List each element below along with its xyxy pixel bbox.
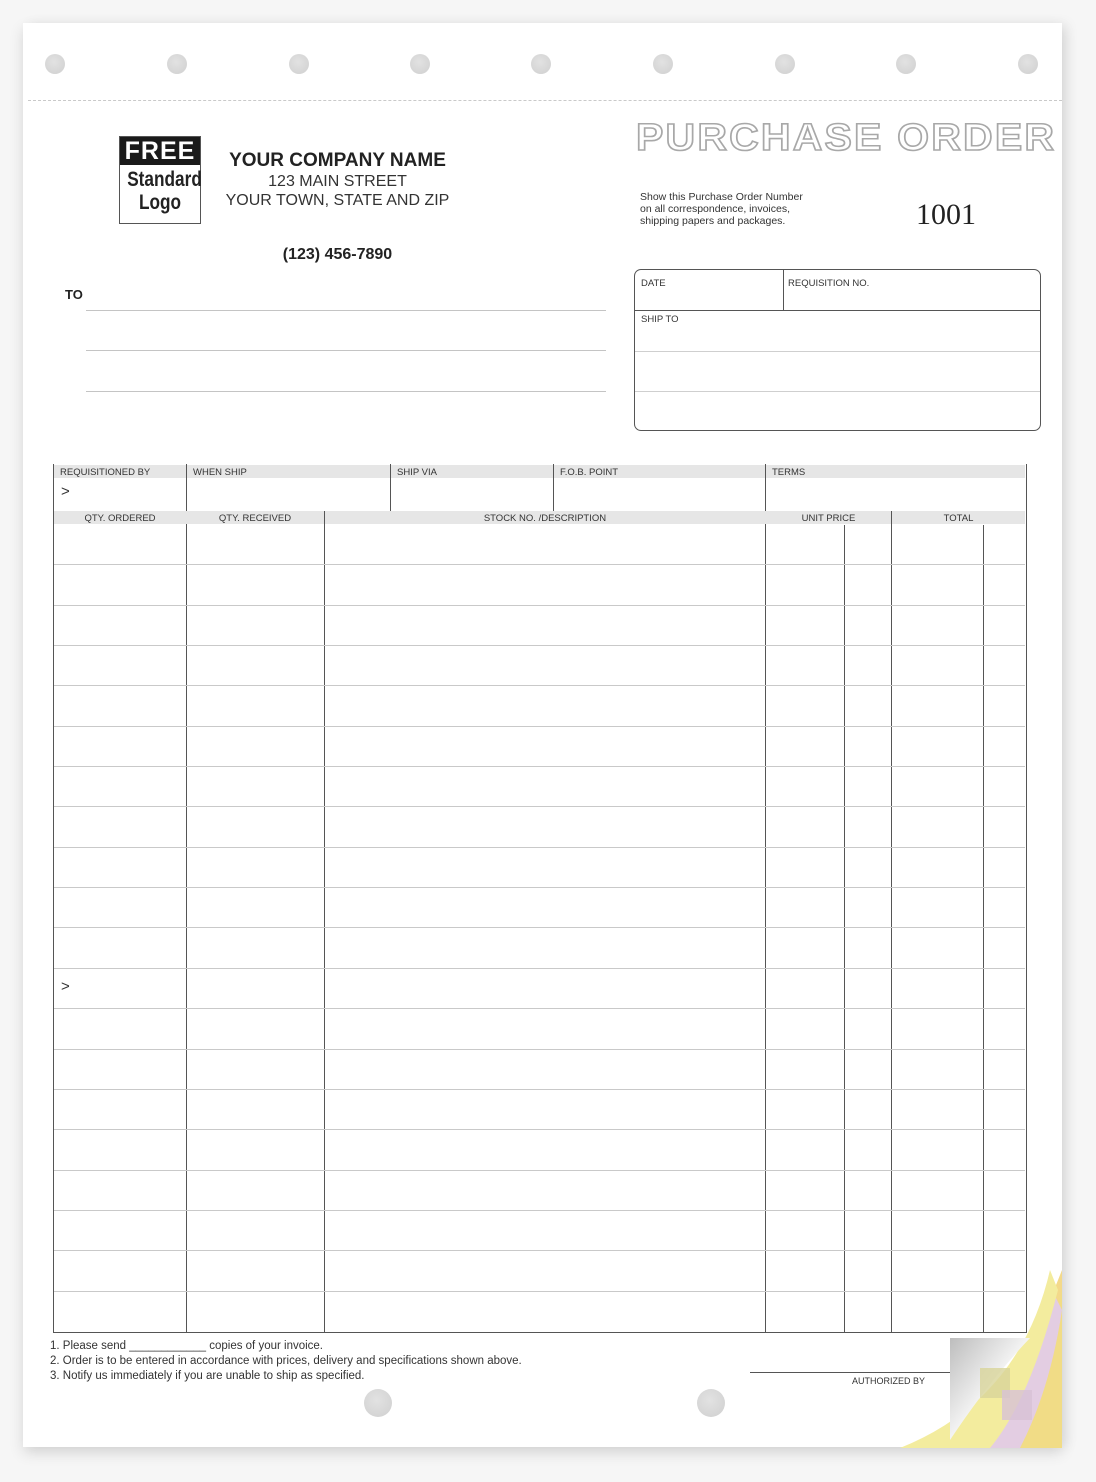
to-address-line-1[interactable] [86,310,606,311]
table-row [54,646,1025,686]
qty-received-cell[interactable] [187,848,324,888]
company-block [205,150,470,210]
unit-price-cents-cell[interactable] [845,1211,891,1251]
ship-info-box [634,269,1041,431]
total-cents-cell[interactable] [984,727,1025,767]
unit-price-dollars-cell[interactable] [766,929,844,969]
qty-ordered-cell[interactable] [54,525,186,565]
total-dollars-cell[interactable] [892,969,983,1009]
qty-ordered-cell[interactable] [54,1050,186,1090]
total-dollars-cell[interactable] [892,1009,983,1049]
total-cents-cell[interactable] [984,848,1025,888]
description-cell[interactable] [325,565,765,605]
punch-hole-icon [653,54,673,74]
total-dollars-cell[interactable] [892,767,983,807]
description-cell[interactable] [325,1130,765,1170]
unit-price-dollars-cell[interactable] [766,1211,844,1251]
qty-received-cell[interactable] [187,888,324,928]
unit-price-dollars-cell[interactable] [766,807,844,847]
table-row [54,767,1025,807]
divider [553,464,554,511]
table-row [54,969,1025,1009]
unit-price-cents-cell[interactable] [845,1090,891,1130]
unit-price-cents-cell[interactable] [845,727,891,767]
unit-price-dollars-cell[interactable] [766,565,844,605]
order-table [53,464,1027,1333]
unit-price-cents-cell[interactable] [845,969,891,1009]
qty-received-cell[interactable] [187,1009,324,1049]
qty-received-cell[interactable] [187,807,324,847]
col-header-description: STOCK NO. /DESCRIPTION [483,513,607,524]
total-cents-cell[interactable] [984,1009,1025,1049]
terms-list [50,1339,522,1384]
table-row [54,929,1025,969]
total-dollars-cell[interactable] [892,807,983,847]
total-dollars-cell[interactable] [892,606,983,646]
unit-price-cents-cell[interactable] [845,929,891,969]
unit-price-cents-cell[interactable] [845,686,891,726]
total-dollars-cell[interactable] [892,1050,983,1090]
table-row [54,727,1025,767]
total-dollars-cell[interactable] [892,646,983,686]
description-cell[interactable] [325,606,765,646]
ship-via-label: SHIP VIA [397,467,437,478]
table-row [54,1211,1025,1251]
punch-hole-icon [531,54,551,74]
unit-price-cents-cell[interactable] [845,646,891,686]
total-dollars-cell[interactable] [892,727,983,767]
unit-price-dollars-cell[interactable] [766,1292,844,1332]
total-cents-cell[interactable] [984,525,1025,565]
when-ship-label: WHEN SHIP [193,467,247,478]
table-row [54,848,1025,888]
qty-ordered-cell[interactable] [54,888,186,928]
terms-label: TERMS [772,467,806,478]
qty-received-cell[interactable] [187,929,324,969]
unit-price-dollars-cell[interactable] [766,686,844,726]
requisitioned-by-field[interactable] [54,478,186,510]
unit-price-cents-cell[interactable] [845,606,891,646]
qty-ordered-cell[interactable] [54,565,186,605]
qty-ordered-cell[interactable] [54,727,186,767]
description-cell[interactable] [325,807,765,847]
total-cents-cell[interactable] [984,888,1025,928]
unit-price-dollars-cell[interactable] [766,1130,844,1170]
qty-ordered-cell[interactable] [54,807,186,847]
table-row [54,1171,1025,1211]
qty-received-cell[interactable] [187,1090,324,1130]
total-cents-cell[interactable] [984,646,1025,686]
col-header-total: TOTAL [943,513,974,524]
table-row [54,1130,1025,1170]
qty-received-cell[interactable] [187,565,324,605]
qty-received-cell[interactable] [187,1211,324,1251]
description-cell[interactable] [325,727,765,767]
ship-to-rule [635,351,1040,352]
punch-hole-icon [1018,54,1038,74]
ship-to-field[interactable] [635,312,1040,430]
company-name: YOUR COMPANY NAME [229,150,446,171]
description-cell[interactable] [325,888,765,928]
qty-received-cell[interactable] [187,1171,324,1211]
unit-price-dollars-cell[interactable] [766,848,844,888]
term-item: 2. Order is to be entered in accordance with prices, delivery and specifications shown above. [50,1355,522,1367]
total-dollars-cell[interactable] [892,1130,983,1170]
col-header-qty-ordered: QTY. ORDERED [84,513,156,524]
total-cents-cell[interactable] [984,1090,1025,1130]
total-cents-cell[interactable] [984,565,1025,605]
logo-free-text: FREE [120,137,200,165]
table-row [54,807,1025,847]
ship-to-rule [635,391,1040,392]
qty-ordered-cell[interactable] [54,848,186,888]
table-row [54,565,1025,605]
qty-ordered-cell[interactable] [54,606,186,646]
total-dollars-cell[interactable] [892,525,983,565]
qty-received-cell[interactable] [187,686,324,726]
description-cell[interactable] [325,525,765,565]
qty-ordered-cell[interactable] [54,686,186,726]
total-cents-cell[interactable] [984,686,1025,726]
unit-price-dollars-cell[interactable] [766,1050,844,1090]
total-dollars-cell[interactable] [892,888,983,928]
punch-hole-icon [697,1389,725,1417]
table-row [54,1090,1025,1130]
unit-price-cents-cell[interactable] [845,565,891,605]
to-address-line-2[interactable] [86,350,606,351]
description-cell[interactable] [325,969,765,1009]
terms-field[interactable] [766,478,1024,510]
po-notice [640,191,830,227]
page-curl-copies-icon [880,1270,1062,1448]
qty-received-cell[interactable] [187,727,324,767]
col-header-unit-price: UNIT PRICE [801,513,856,524]
total-dollars-cell[interactable] [892,1090,983,1130]
total-dollars-cell[interactable] [892,1211,983,1251]
qty-received-cell[interactable] [187,525,324,565]
unit-price-cents-cell[interactable] [845,1050,891,1090]
total-dollars-cell[interactable] [892,686,983,726]
punch-hole-icon [289,54,309,74]
perforation-line [28,100,1062,101]
qty-received-cell[interactable] [187,1130,324,1170]
description-cell[interactable] [325,767,765,807]
to-address-line-3[interactable] [86,391,606,392]
unit-price-dollars-cell[interactable] [766,969,844,1009]
total-cents-cell[interactable] [984,807,1025,847]
ship-to-label: SHIP TO [641,314,679,325]
logo-placeholder [119,136,201,224]
unit-price-cents-cell[interactable] [845,888,891,928]
total-dollars-cell[interactable] [892,848,983,888]
unit-price-cents-cell[interactable] [845,807,891,847]
qty-ordered-cell[interactable] [54,969,186,1009]
qty-received-cell[interactable] [187,1251,324,1291]
total-cents-cell[interactable] [984,929,1025,969]
unit-price-dollars-cell[interactable] [766,767,844,807]
total-dollars-cell[interactable] [892,929,983,969]
company-phone: (123) 456-7890 [282,246,393,263]
po-notice-line: on all correspondence, invoices, [640,203,791,215]
marker-arrow-icon: > [61,978,70,995]
marker-arrow-icon: > [61,483,70,500]
fob-point-field[interactable] [554,478,765,510]
punch-hole-icon [167,54,187,74]
qty-ordered-cell[interactable] [54,929,186,969]
total-dollars-cell[interactable] [892,1171,983,1211]
col-header-qty-received: QTY. RECEIVED [218,513,292,524]
punch-hole-icon [896,54,916,74]
qty-received-cell[interactable] [187,767,324,807]
divider [783,270,784,310]
table-row [54,1009,1025,1049]
qty-ordered-cell[interactable] [54,1090,186,1130]
company-city: YOUR TOWN, STATE AND ZIP [225,192,450,209]
unit-price-dollars-cell[interactable] [766,727,844,767]
table-row [54,888,1025,928]
punch-hole-icon [775,54,795,74]
unit-price-dollars-cell[interactable] [766,1251,844,1291]
po-number: 1001 [916,198,976,231]
unit-price-dollars-cell[interactable] [766,606,844,646]
total-cents-cell[interactable] [984,1130,1025,1170]
qty-received-cell[interactable] [187,646,324,686]
unit-price-dollars-cell[interactable] [766,525,844,565]
unit-price-cents-cell[interactable] [845,1009,891,1049]
requisition-no-label: REQUISITION NO. [788,278,870,289]
punch-hole-icon [364,1389,392,1417]
unit-price-dollars-cell[interactable] [766,1171,844,1211]
fob-point-label: F.O.B. POINT [560,467,619,478]
unit-price-dollars-cell[interactable] [766,1009,844,1049]
qty-ordered-cell[interactable] [54,646,186,686]
unit-price-dollars-cell[interactable] [766,646,844,686]
requisition-no-field[interactable] [785,270,1040,310]
logo-standard-text: Standard [127,168,202,191]
page-title: PURCHASE ORDER [636,117,1057,159]
authorized-by-label: AUTHORIZED BY [852,1376,926,1386]
description-cell[interactable] [325,1292,765,1332]
description-cell[interactable] [325,848,765,888]
total-cents-cell[interactable] [984,969,1025,1009]
punch-hole-icon [410,54,430,74]
table-row [54,1050,1025,1090]
requisitioned-by-label: REQUISITIONED BY [60,467,151,478]
qty-ordered-cell[interactable] [54,1171,186,1211]
unit-price-cents-cell[interactable] [845,848,891,888]
table-row [54,686,1025,726]
description-cell[interactable] [325,1090,765,1130]
qty-ordered-cell[interactable] [54,1211,186,1251]
total-cents-cell[interactable] [984,767,1025,807]
qty-received-cell[interactable] [187,1050,324,1090]
total-cents-cell[interactable] [984,1171,1025,1211]
qty-ordered-cell[interactable] [54,1130,186,1170]
logo-logo-text: Logo [138,191,182,214]
total-cents-cell[interactable] [984,1050,1025,1090]
qty-received-cell[interactable] [187,969,324,1009]
po-notice-line: Show this Purchase Order Number [640,191,803,203]
total-dollars-cell[interactable] [892,565,983,605]
qty-ordered-cell[interactable] [54,1251,186,1291]
po-notice-line: shipping papers and packages. [640,215,786,227]
description-cell[interactable] [325,929,765,969]
description-cell[interactable] [325,646,765,686]
term-item: 1. Please send ____________ copies of your invoice. [50,1340,324,1352]
qty-ordered-cell[interactable] [54,1292,186,1332]
description-cell[interactable] [325,1009,765,1049]
divider [390,464,391,511]
unit-price-cents-cell[interactable] [845,767,891,807]
unit-price-cents-cell[interactable] [845,1171,891,1211]
company-street: 123 MAIN STREET [268,173,407,190]
qty-ordered-cell[interactable] [54,767,186,807]
total-cents-cell[interactable] [984,1211,1025,1251]
when-ship-field[interactable] [187,478,390,510]
term-item: 3. Notify us immediately if you are unable to ship as specified. [50,1370,365,1382]
to-label: TO [65,287,83,302]
date-field[interactable] [635,270,783,310]
description-cell[interactable] [325,686,765,726]
description-cell[interactable] [325,1251,765,1291]
unit-price-cents-cell[interactable] [845,525,891,565]
total-cents-cell[interactable] [984,606,1025,646]
unit-price-cents-cell[interactable] [845,1130,891,1170]
unit-price-dollars-cell[interactable] [766,888,844,928]
qty-received-cell[interactable] [187,606,324,646]
date-label: DATE [641,278,666,289]
divider [635,310,1040,311]
description-cell[interactable] [325,1171,765,1211]
description-cell[interactable] [325,1050,765,1090]
ship-via-field[interactable] [391,478,553,510]
unit-price-dollars-cell[interactable] [766,1090,844,1130]
punch-hole-icon [45,54,65,74]
table-row [54,525,1025,565]
description-cell[interactable] [325,1211,765,1251]
table-row [54,606,1025,646]
qty-ordered-cell[interactable] [54,1009,186,1049]
qty-received-cell[interactable] [187,1292,324,1332]
